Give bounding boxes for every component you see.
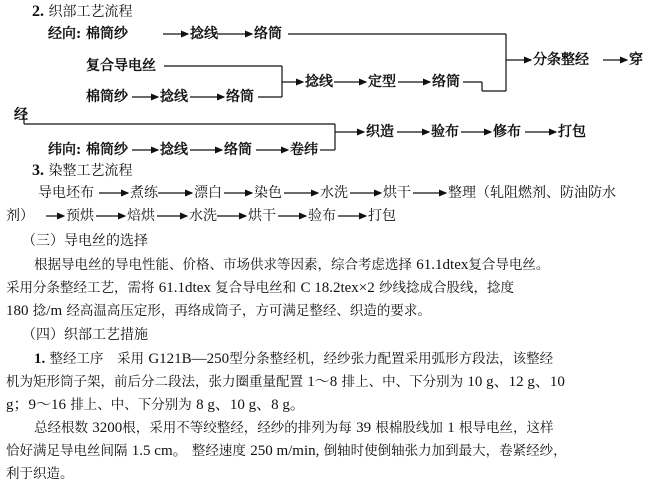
dye-node-washing: 水洗 <box>320 185 348 201</box>
node-weft-winding: 络筒 <box>224 142 252 158</box>
section-4-line-1: 1. 整经工序 采用 G121B—250型分条整经机，经纱张力配置采用弧形方段法，该整经 <box>34 351 554 367</box>
dye-node-predry: 预烘 <box>66 208 94 224</box>
section-3-title: （三）导电丝的选择 <box>22 233 148 249</box>
weft-label: 纬向: <box>48 142 82 158</box>
node-threading: 穿 <box>629 52 643 68</box>
weaving-heading-text: 织部工艺流程 <box>48 4 133 20</box>
section-3-line-3: 180 捻/m 经高温高压定形，再络成筒子，方可满足整经、织造的要求。 <box>6 303 431 319</box>
node-shaping: 定型 <box>368 74 396 90</box>
dye-node-dyeing: 染色 <box>254 185 282 201</box>
dye-node-bleaching: 漂白 <box>194 185 222 201</box>
dyeing-heading-text: 染整工艺流程 <box>48 163 133 179</box>
node-weaving: 织造 <box>366 124 394 140</box>
weaving-heading <box>32 3 132 21</box>
section-4-line-3: g；9～16 排上、中、下分别为 8 g、10 g、8 g。 <box>6 397 305 413</box>
dye-node-agent: 剂） <box>6 208 34 224</box>
dyeing-heading-number: 3. <box>32 162 44 179</box>
dye-node-drying: 烘干 <box>383 185 411 201</box>
node-cotton-2: 棉筒纱 <box>86 89 128 105</box>
section-3-line-2: 采用分条整经工艺，需将 61.1dtex 复合导电丝和 C 18.2tex×2 纱线捻成合股线，捻度 <box>6 280 515 296</box>
node-packing: 打包 <box>558 124 586 140</box>
node-inspection: 验布 <box>431 124 459 140</box>
node-pirn-winding: 卷纬 <box>290 142 318 158</box>
dye-node-curing: 焙烘 <box>127 208 155 224</box>
dye-node-inspection: 验布 <box>308 208 336 224</box>
node-warp-twist: 捻线 <box>190 26 218 42</box>
dye-node-scouring: 煮练 <box>130 185 158 201</box>
warp-label: 经向: <box>48 26 82 42</box>
node-weft-twist: 捻线 <box>160 142 188 158</box>
weaving-heading-number: 2. <box>32 3 44 20</box>
dye-node-packing: 打包 <box>368 208 396 224</box>
section-3-line-1: 根据导电丝的导电性能、价格、市场供求等因素，综合考虑选择 61.1dtex复合导电丝。 <box>34 257 550 273</box>
dyeing-heading <box>32 162 132 180</box>
dye-node-finishing: 整理（轧阻燃剂、防油防水 <box>448 185 616 201</box>
dye-node-washing-2: 水洗 <box>189 208 217 224</box>
node-weft-cotton: 棉筒纱 <box>86 142 128 158</box>
node-composite-yarn: 复合导电丝 <box>86 58 156 74</box>
section-4-line-5: 恰好满足导电丝间隔 1.5 cm。 整经速度 250 m/min, 倒轴时使倒轴张力加到最大，卷紧经纱， <box>6 443 567 459</box>
section-4-body <box>6 348 644 486</box>
node-mending: 修布 <box>493 124 521 140</box>
node-winding-2: 络筒 <box>226 89 254 105</box>
section-4-title: （四）织部工艺措施 <box>22 327 148 343</box>
dye-node-drying-2: 烘干 <box>248 208 276 224</box>
node-twist-2: 捻线 <box>160 89 188 105</box>
node-warp-winding: 络筒 <box>254 26 282 42</box>
node-warp-cotton: 棉筒纱 <box>86 26 128 42</box>
section-4-line-6: 利于织造。 <box>6 466 74 482</box>
section-4-line-4: 总经根数 3200根，采用不等绞整经，经纱的排列为每 39 根棉股线加 1 根导电丝，这样 <box>34 420 554 436</box>
node-ply-twist: 捻线 <box>305 74 333 90</box>
node-sectional-warping: 分条整经 <box>533 52 589 68</box>
section-4-line-2: 机为矩形筒子架，前后分二段法，张力圈重量配置 1～8 排上、中、下分别为 10 g、12 g、10 <box>6 374 565 390</box>
node-ply-winding: 络筒 <box>432 74 460 90</box>
node-jing: 经 <box>14 107 28 123</box>
section-3-body <box>6 254 644 323</box>
dye-node-greige: 导电坯布 <box>38 185 94 201</box>
